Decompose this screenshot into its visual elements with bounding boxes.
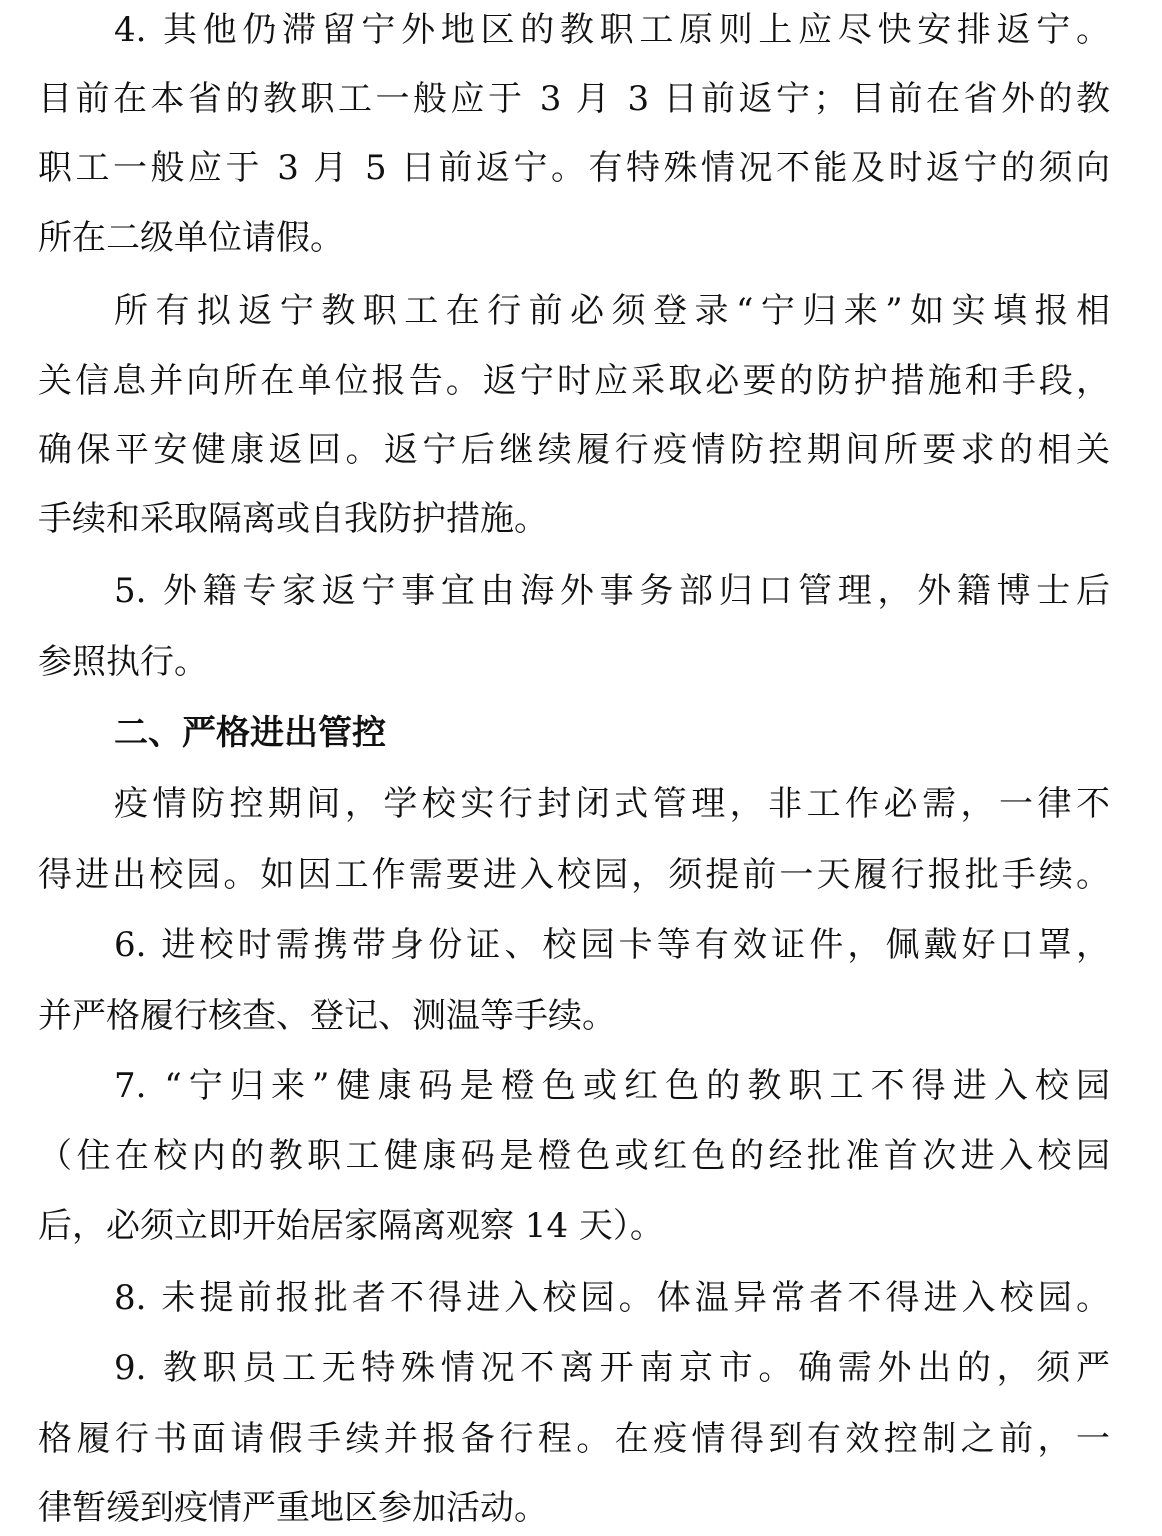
paragraph-returning-line-1: 所有拟返宁教职工在行前必须登录“宁归来”如实填报相 (114, 291, 1110, 331)
paragraph-epidemic-line-1: 疫情防控期间，学校实行封闭式管理，非工作必需，一律不 (114, 784, 1110, 824)
paragraph-epidemic-line-2: 得进出校园。如因工作需要进入校园，须提前一天履行报批手续。 (38, 855, 1110, 895)
paragraph-6-line-1: 6. 进校时需携带身份证、校园卡等有效证件，佩戴好口罩， (114, 925, 1110, 965)
paragraph-7-line-1: 7. “宁归来”健康码是橙色或红色的教职工不得进入校园 (114, 1066, 1110, 1106)
paragraph-7-line-3: 后，必须立即开始居家隔离观察 14 天）。 (38, 1206, 664, 1246)
paragraph-4-line-1: 4. 其他仍滞留宁外地区的教职工原则上应尽快安排返宁。 (114, 10, 1110, 50)
paragraph-4-line-2: 目前在本省的教职工一般应于 3 月 3 日前返宁；目前在省外的教 (38, 79, 1110, 119)
paragraph-returning-line-3: 确保平安健康返回。返宁后继续履行疫情防控期间所要求的相关 (38, 430, 1110, 470)
paragraph-9-line-3: 律暂缓到疫情严重地区参加活动。 (38, 1488, 548, 1528)
paragraph-5-line-2: 参照执行。 (38, 642, 208, 682)
paragraph-6-line-2: 并严格履行核查、登记、测温等手续。 (38, 996, 616, 1036)
paragraph-4-line-3: 职工一般应于 3 月 5 日前返宁。有特殊情况不能及时返宁的须向 (38, 148, 1110, 188)
paragraph-returning-line-2: 关信息并向所在单位报告。返宁时应采取必要的防护措施和手段， (38, 361, 1110, 401)
paragraph-5-line-1: 5. 外籍专家返宁事宜由海外事务部归口管理，外籍博士后 (114, 571, 1110, 611)
paragraph-9-line-2: 格履行书面请假手续并报备行程。在疫情得到有效控制之前，一 (38, 1419, 1110, 1459)
paragraph-4-line-4: 所在二级单位请假。 (38, 218, 344, 258)
paragraph-8-line-1: 8. 未提前报批者不得进入校园。体温异常者不得进入校园。 (114, 1278, 1110, 1318)
paragraph-returning-line-4: 手续和采取隔离或自我防护措施。 (38, 499, 548, 539)
document-page (38, 0, 1110, 1536)
section-heading: 二、严格进出管控 (114, 713, 386, 753)
paragraph-7-line-2: （住在校内的教职工健康码是橙色或红色的经批准首次进入校园 (38, 1136, 1110, 1176)
paragraph-9-line-1: 9. 教职员工无特殊情况不离开南京市。确需外出的，须严 (114, 1348, 1110, 1388)
